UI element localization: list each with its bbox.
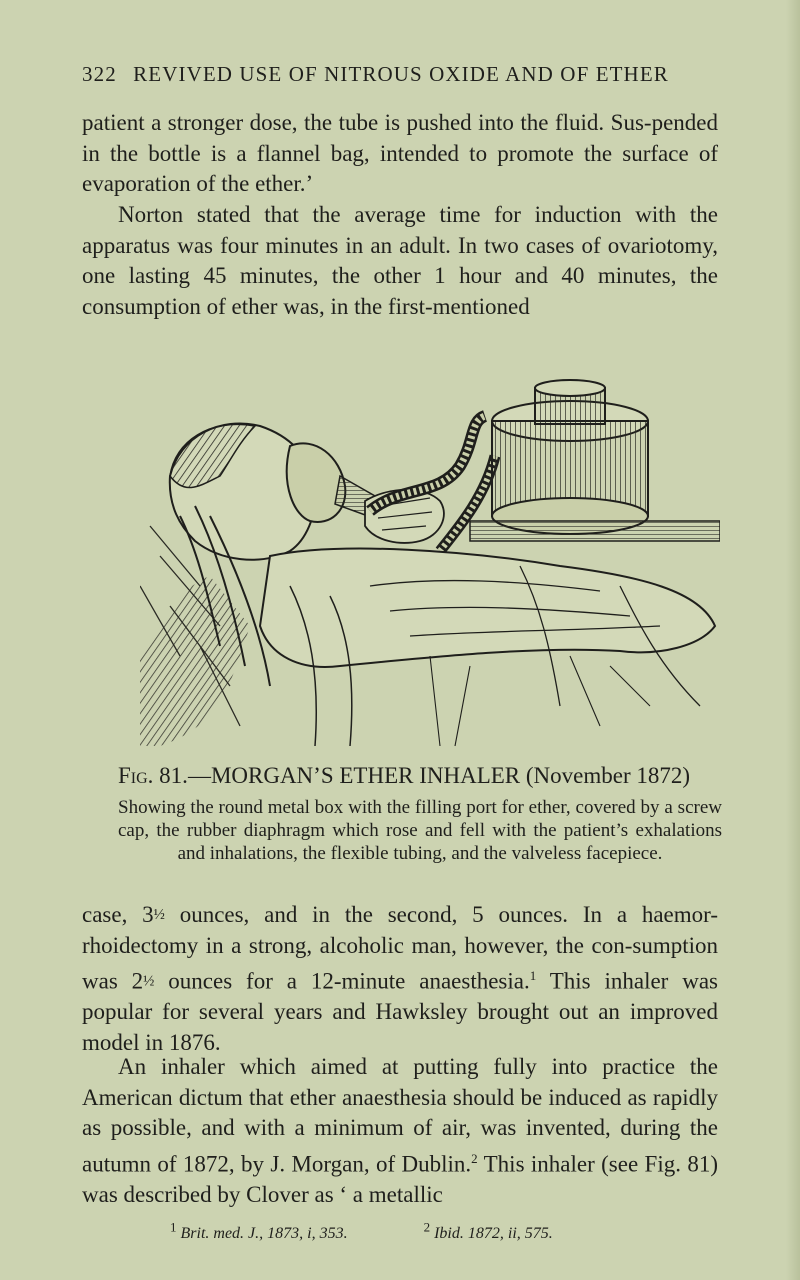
sheet-lines [430,656,650,746]
paragraph-3 [82,900,718,1058]
footnote-2-text: Ibid. 1872, ii, 575. [430,1225,553,1243]
page-number: 322 [82,62,117,86]
figure-caption-title [118,763,728,789]
figure-illustration [140,326,720,756]
page-edge [786,0,800,1280]
figure-caption: Showing the round metal box with the filling port for ether, covered by a screw cap, the rubber diaphragm which rose and fell with the patient’s exhalations and inhalations, the flexible tubing, and the valveless facepiece. [118,797,722,864]
footnote-2 [423,1220,553,1243]
paragraph-4-text [82,1052,718,1210]
footnote-1-mark: 1 [170,1220,177,1235]
fraction-half: ½ [153,907,165,923]
paragraph-2 [82,200,718,322]
pillow-shading [140,576,250,746]
para3-part-d: This inhaler was popular for several years and Hawksley brought out an improved model in 1876. [82,968,718,1055]
fraction-half: ½ [143,973,155,990]
footnotes [170,1220,730,1243]
paragraph-1-text: patient a stronger dose, the tube is pushed into the fluid. Sus-pended in the bottle is a flannel bag, intended to promote the surface of evaporation of the ether.’ [82,110,718,196]
footnote-2-mark: 2 [423,1220,431,1235]
figure-label: Fig. 81. [118,763,188,788]
paragraph-1 [82,108,718,200]
figure-title: —MORGAN’S ETHER INHALER (November 1872) [187,763,691,788]
paragraph-4 [82,1052,718,1210]
para3-part-a: case, 3 [82,902,154,927]
table-surface [470,521,720,541]
chapter-title: REVIVED USE OF NITROUS OXIDE AND OF ETHER [133,62,669,86]
para3-part-b: ounces, and in the second, 5 ounces. In a haemor-rhoidectomy in a strong, alcoholic man, however, the con-sumption was 2 [82,902,718,994]
para3-part-c: ounces for a 12-minute anaesthesia. [154,968,530,994]
footnote-1 [170,1220,348,1243]
running-head [82,62,722,87]
paragraph-2-text: Norton stated that the average time for induction with the apparatus was four minutes in an adult. In two cases of ovariotomy, one lasting 45 minutes, the other 1 hour and 40 minutes, the consumption of ether was, in the first-mentioned [82,202,718,319]
para4-part-b: This inhaler (see Fig. 81) was described by Clover as ‘ a metallic [82,1151,718,1207]
footnote-ref-1: 1 [529,968,537,983]
paragraph-3-text [82,900,718,1058]
footnote-1-text: Brit. med. J., 1873, i, 353. [176,1225,348,1243]
para4-part-a: An inhaler which aimed at putting fully into practice the American dictum that ether anaesthesia should be induced as rapidly as possible, and with a minimum of air, was invented, during the autumn of 1872, by J. Morgan, of Dublin. [82,1054,718,1177]
footnote-ref-2: 2 [471,1150,478,1166]
